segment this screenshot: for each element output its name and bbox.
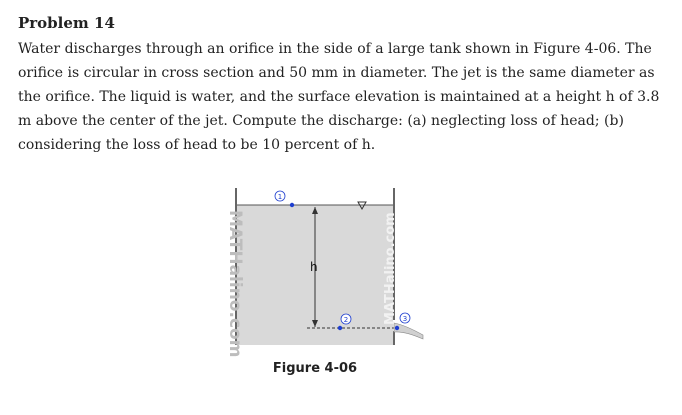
point-2-dot [338, 326, 342, 330]
point-3-label: 3 [402, 315, 408, 323]
tank-figure [225, 185, 435, 385]
point-2-label: 2 [343, 316, 349, 324]
problem-title: Problem 14 [18, 14, 115, 32]
point-3-dot [395, 326, 399, 330]
jet-stream [394, 323, 423, 339]
problem-statement: Water discharges through an orifice in the side of a large tank shown in Figure 4-06. The orifice is circular in cross section and 50 mm in diameter. The jet is the same diameter as the orifice. The liquid is water, and the surface elevation is maintained at a height h of 3.8 m above the center of the jet. Compute the discharge: (a) neglecting loss of head; (b) considering the loss of head to be 10 percent of h. [18, 41, 660, 153]
figure-caption: Figure 4-06 [272, 361, 358, 376]
watermark-left: MATHalino.com [225, 210, 245, 358]
tank-diagram [225, 185, 435, 358]
point-1-dot [290, 203, 294, 207]
height-label: h [310, 260, 318, 274]
point-1-label: 1 [277, 193, 283, 201]
watermark-right: MATHalino.com [383, 212, 398, 325]
